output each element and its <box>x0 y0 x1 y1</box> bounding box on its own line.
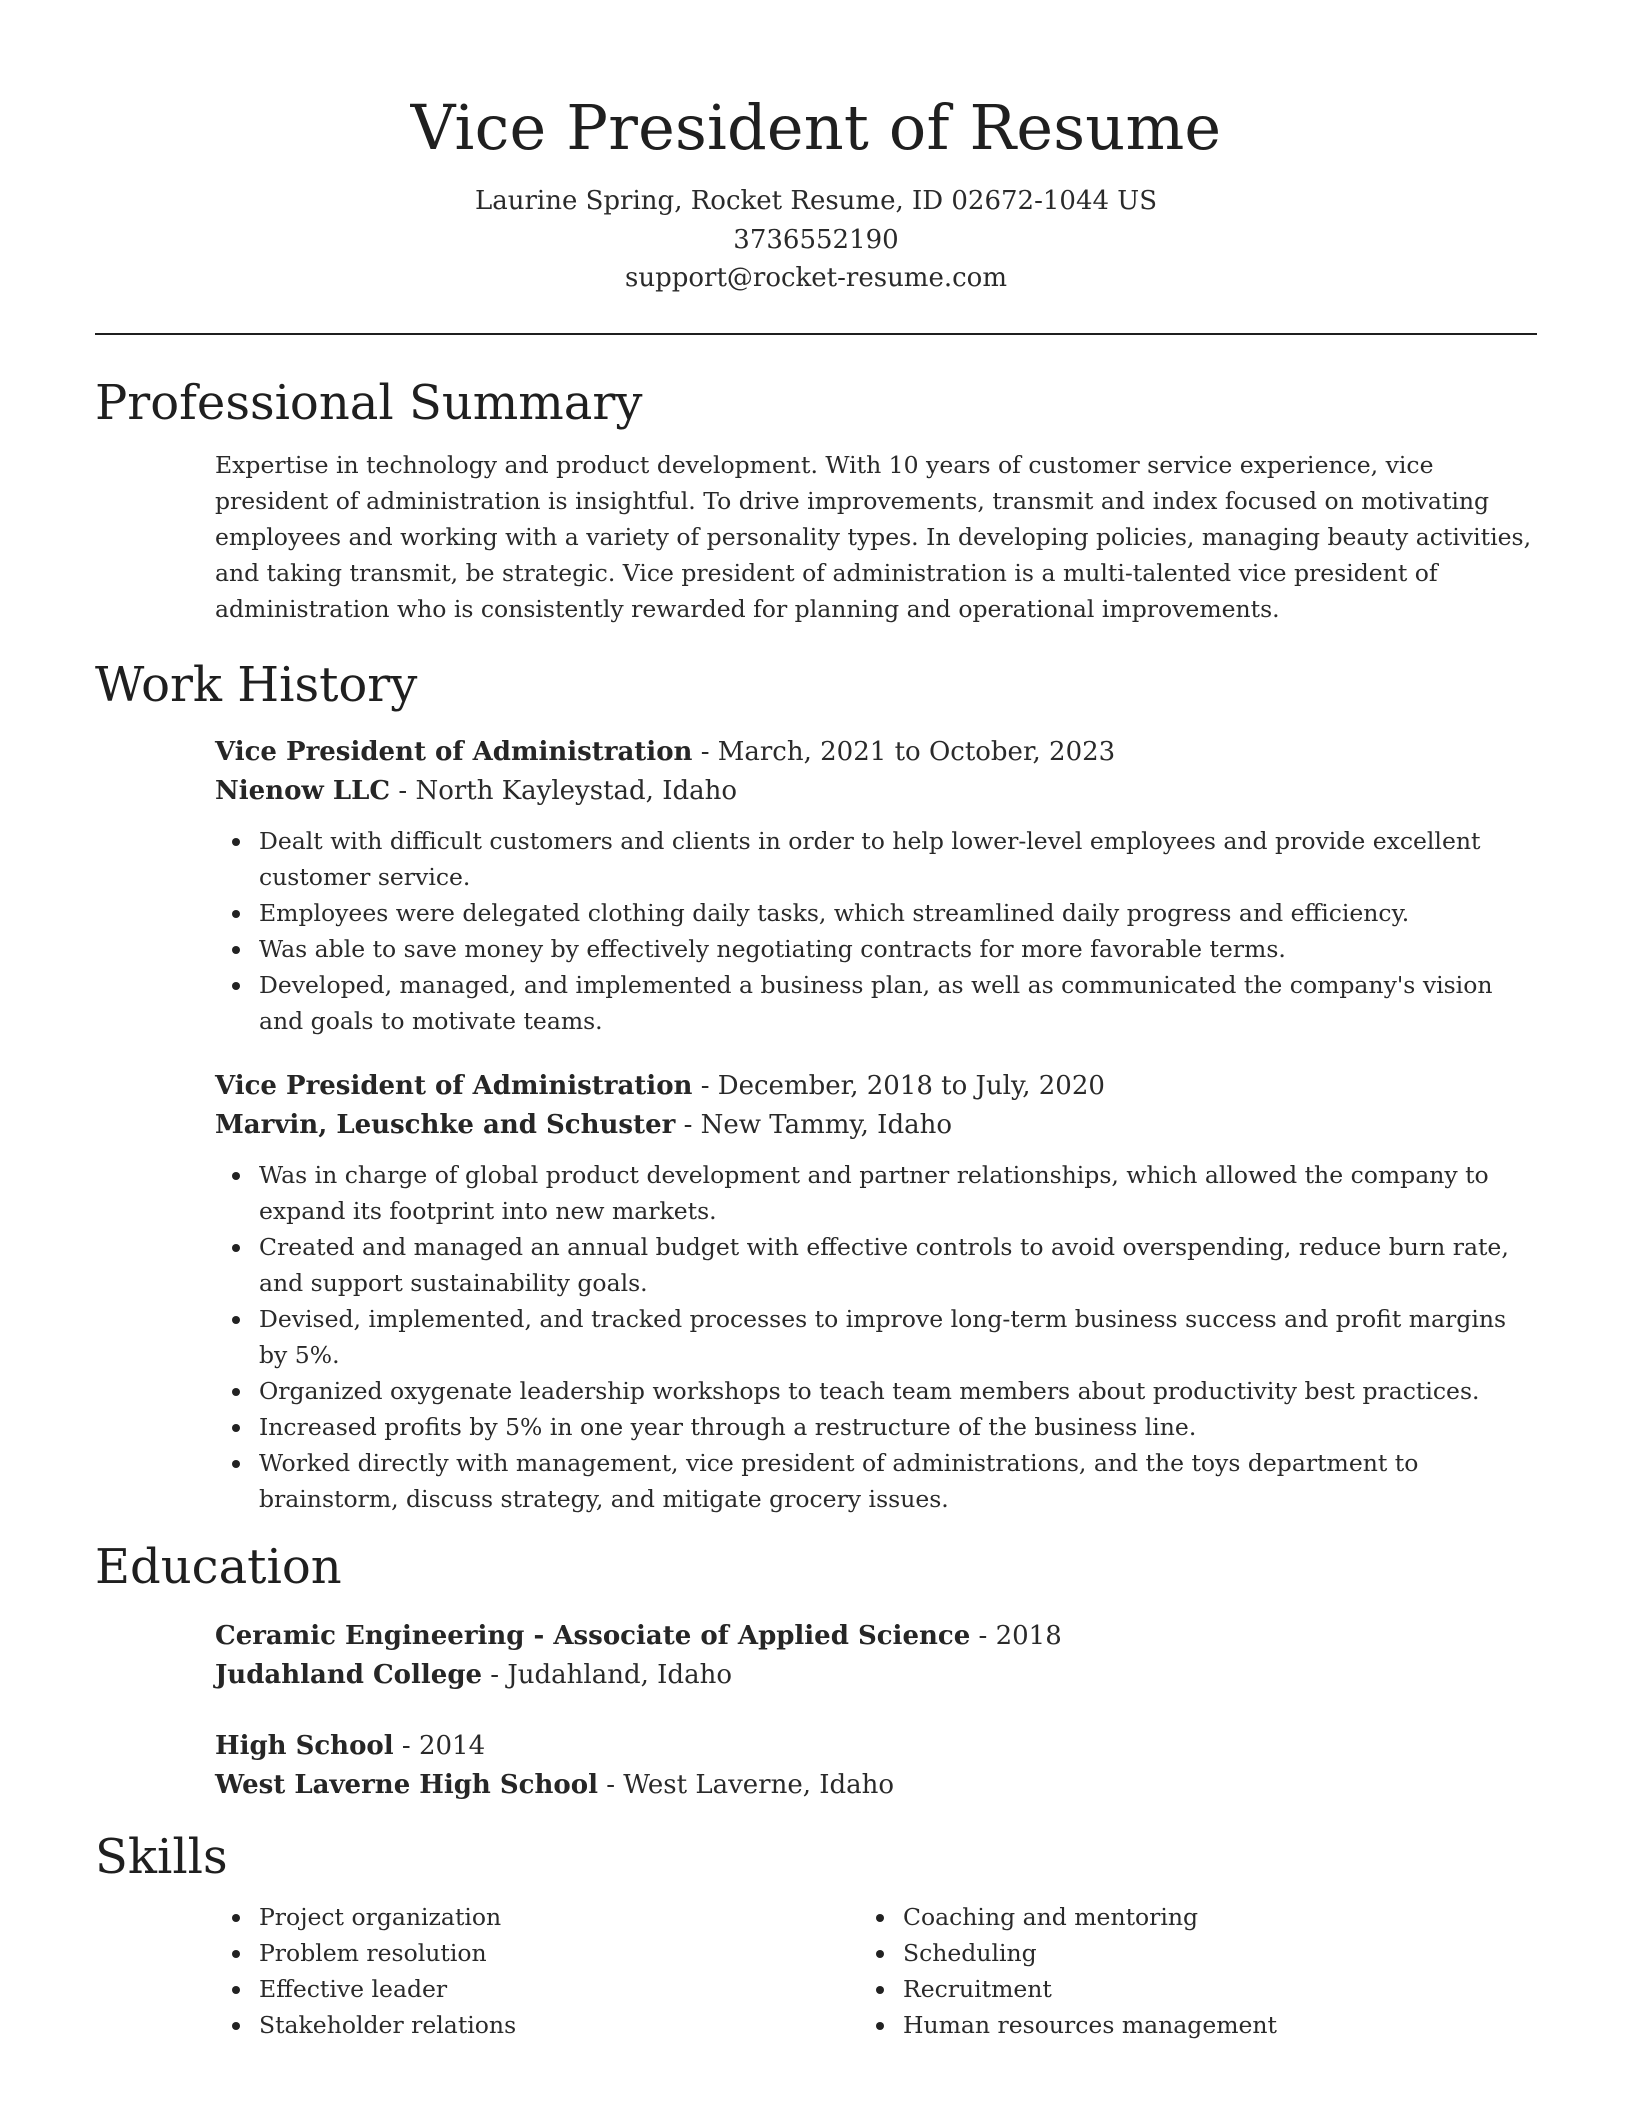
skills-column-left <box>215 1899 859 2043</box>
contact-phone: 3736552190 <box>733 224 899 255</box>
job-role-line <box>215 733 1537 772</box>
job-company-line <box>215 772 1537 811</box>
header-divider <box>95 333 1537 335</box>
contact-email: support@rocket-resume.com <box>624 263 1007 293</box>
list-item: Organized oxygenate leadership workshops to teach team members about productivity best practices. <box>259 1373 1537 1409</box>
list-item: Was able to save money by effectively negotiating contracts for more favorable terms. <box>259 931 1537 967</box>
job-entry <box>215 733 1537 1039</box>
job-entry <box>215 1067 1537 1517</box>
list-item: Problem resolution <box>259 1935 859 1971</box>
education-degree: Ceramic Engineering - Associate of Applied Science <box>215 1620 971 1651</box>
list-item: Recruitment <box>903 1971 1503 2007</box>
education-school-line <box>215 1656 1537 1695</box>
list-item: Was in charge of global product development and partner relationships, which allowed the company to expand its footprint into new markets. <box>259 1157 1537 1229</box>
job-bullets <box>215 1157 1537 1517</box>
contact-address: Laurine Spring, Rocket Resume, ID 02672-1044 US <box>474 186 1158 216</box>
skills-grid <box>215 1899 1537 2043</box>
education-location: - West Laverne, Idaho <box>597 1769 895 1800</box>
list-item: Stakeholder relations <box>259 2007 859 2043</box>
job-location: - New Tammy, Idaho <box>675 1109 952 1140</box>
list-item: Increased profits by 5% in one year through a restructure of the business line. <box>259 1409 1537 1445</box>
education-school: Judahland College <box>215 1659 483 1690</box>
education-entry <box>215 1727 1537 1805</box>
job-role: Vice President of Administration <box>215 1070 693 1101</box>
education-degree-line <box>215 1727 1537 1766</box>
job-dates: - December, 2018 to July, 2020 <box>692 1070 1105 1101</box>
list-item: Created and managed an annual budget with effective controls to avoid overspending, reduce burn rate, and support sustainability goals. <box>259 1229 1537 1301</box>
education-degree: High School <box>215 1730 394 1761</box>
education-entry <box>215 1617 1537 1695</box>
education-school: West Laverne High School <box>215 1769 598 1800</box>
summary-section <box>95 373 1537 627</box>
education-section <box>95 1537 1537 1805</box>
summary-heading: Professional Summary <box>95 374 643 431</box>
job-role: Vice President of Administration <box>215 736 693 767</box>
work-history-section <box>95 655 1537 1517</box>
contact-block <box>95 182 1537 298</box>
job-bullets <box>215 823 1537 1039</box>
job-company: Nienow LLC <box>215 775 391 806</box>
resume-title: Vice President of Resume <box>410 91 1222 164</box>
education-year: - 2014 <box>393 1730 486 1761</box>
list-item: Employees were delegated clothing daily tasks, which streamlined daily progress and efficiency. <box>259 895 1537 931</box>
list-item: Human resources management <box>903 2007 1503 2043</box>
job-company: Marvin, Leuschke and Schuster <box>215 1109 676 1140</box>
education-year: - 2018 <box>970 1620 1062 1651</box>
list-item: Coaching and mentoring <box>903 1899 1503 1935</box>
list-item: Dealt with difficult customers and clients in order to help lower-level employees and provide excellent customer service. <box>259 823 1537 895</box>
skills-column-right <box>859 1899 1503 2043</box>
list-item: Worked directly with management, vice president of administrations, and the toys department to brainstorm, discuss strategy, and mitigate grocery issues. <box>259 1445 1537 1517</box>
skills-section <box>95 1827 1537 2043</box>
resume-header <box>95 0 1537 298</box>
job-role-line <box>215 1067 1537 1106</box>
work-history-heading: Work History <box>95 656 418 713</box>
job-location: - North Kayleystad, Idaho <box>390 775 738 806</box>
job-dates: - March, 2021 to October, 2023 <box>692 736 1116 767</box>
job-company-line <box>215 1106 1537 1145</box>
list-item: Project organization <box>259 1899 859 1935</box>
education-school-line <box>215 1766 1537 1805</box>
skills-heading: Skills <box>95 1828 228 1885</box>
list-item: Scheduling <box>903 1935 1503 1971</box>
list-item: Developed, managed, and implemented a business plan, as well as communicated the company's vision and goals to motivate teams. <box>259 967 1537 1039</box>
list-item: Devised, implemented, and tracked processes to improve long-term business success and profit margins by 5%. <box>259 1301 1537 1373</box>
education-degree-line <box>215 1617 1537 1656</box>
education-heading: Education <box>95 1538 342 1595</box>
list-item: Effective leader <box>259 1971 859 2007</box>
summary-text: Expertise in technology and product development. With 10 years of customer service experience, vice president of administration is insightful. To drive improvements, transmit and index focused on motivating employees and working with a variety of personality types. In developing policies, managing beauty activities, and taking transmit, be strategic. Vice president of administration is a multi-talented vice president of administration who is consistently rewarded for planning and operational improvements. <box>215 450 1532 623</box>
education-location: - Judahland, Idaho <box>482 1659 732 1690</box>
